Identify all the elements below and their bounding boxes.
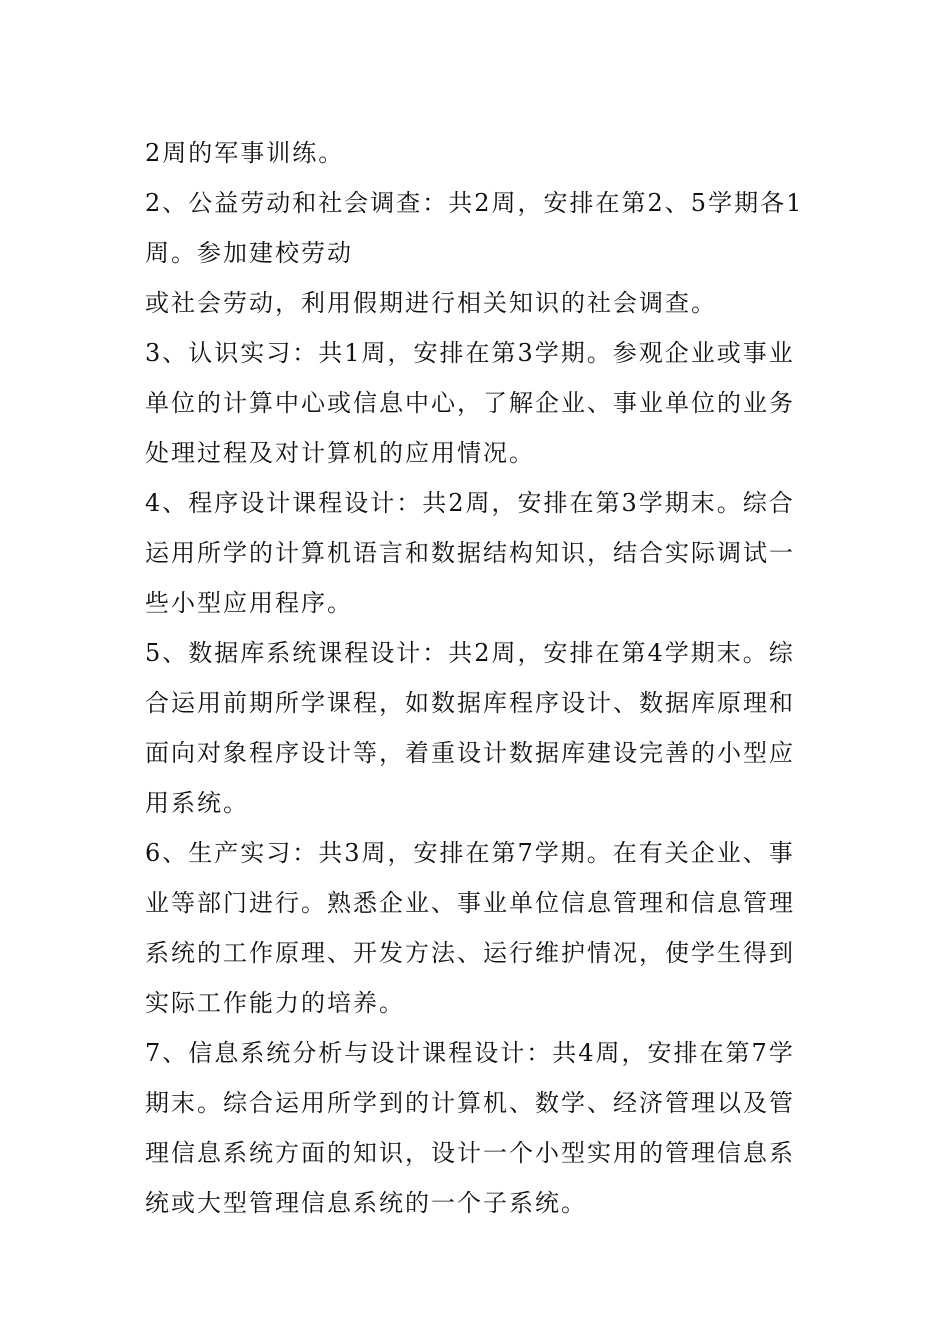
- text-line-8: 4、程序设计课程设计：共2周，安排在第3学期末。综合: [145, 489, 795, 517]
- text-line-2: 2、公益劳动和社会调查：共2周，安排在第2、5学期各1: [145, 189, 804, 217]
- text-line-22: 统或大型管理信息系统的一个子系统。: [145, 1189, 587, 1217]
- text-line-15: 6、生产实习：共3周，安排在第7学期。在有关企业、事: [145, 839, 795, 867]
- text-line-16: 业等部门进行。熟悉企业、事业单位信息管理和信息管理: [145, 889, 795, 917]
- text-line-1: 2周的军事训练。: [145, 139, 345, 167]
- text-line-3: 周。参加建校劳动: [145, 239, 353, 267]
- text-line-7: 处理过程及对计算机的应用情况。: [145, 439, 535, 467]
- text-line-13: 面向对象程序设计等，着重设计数据库建设完善的小型应: [145, 739, 795, 767]
- text-line-18: 实际工作能力的培养。: [145, 989, 405, 1017]
- text-line-11: 5、数据库系统课程设计：共2周，安排在第4学期末。综: [145, 639, 795, 667]
- text-line-20: 期末。综合运用所学到的计算机、数学、经济管理以及管: [145, 1089, 795, 1117]
- text-line-17: 系统的工作原理、开发方法、运行维护情况，使学生得到: [145, 939, 795, 967]
- text-line-19: 7、信息系统分析与设计课程设计：共4周，安排在第7学: [145, 1039, 795, 1067]
- text-line-9: 运用所学的计算机语言和数据结构知识，结合实际调试一: [145, 539, 795, 567]
- text-line-12: 合运用前期所学课程，如数据库程序设计、数据库原理和: [145, 689, 795, 717]
- text-line-21: 理信息系统方面的知识，设计一个小型实用的管理信息系: [145, 1139, 795, 1167]
- text-line-6: 单位的计算中心或信息中心，了解企业、事业单位的业务: [145, 389, 795, 417]
- text-line-4: 或社会劳动，利用假期进行相关知识的社会调查。: [145, 289, 717, 317]
- text-line-14: 用系统。: [145, 789, 249, 817]
- body-text: [145, 128, 810, 1228]
- text-line-5: 3、认识实习：共1周，安排在第3学期。参观企业或事业: [145, 339, 795, 367]
- text-line-10: 些小型应用程序。: [145, 589, 353, 617]
